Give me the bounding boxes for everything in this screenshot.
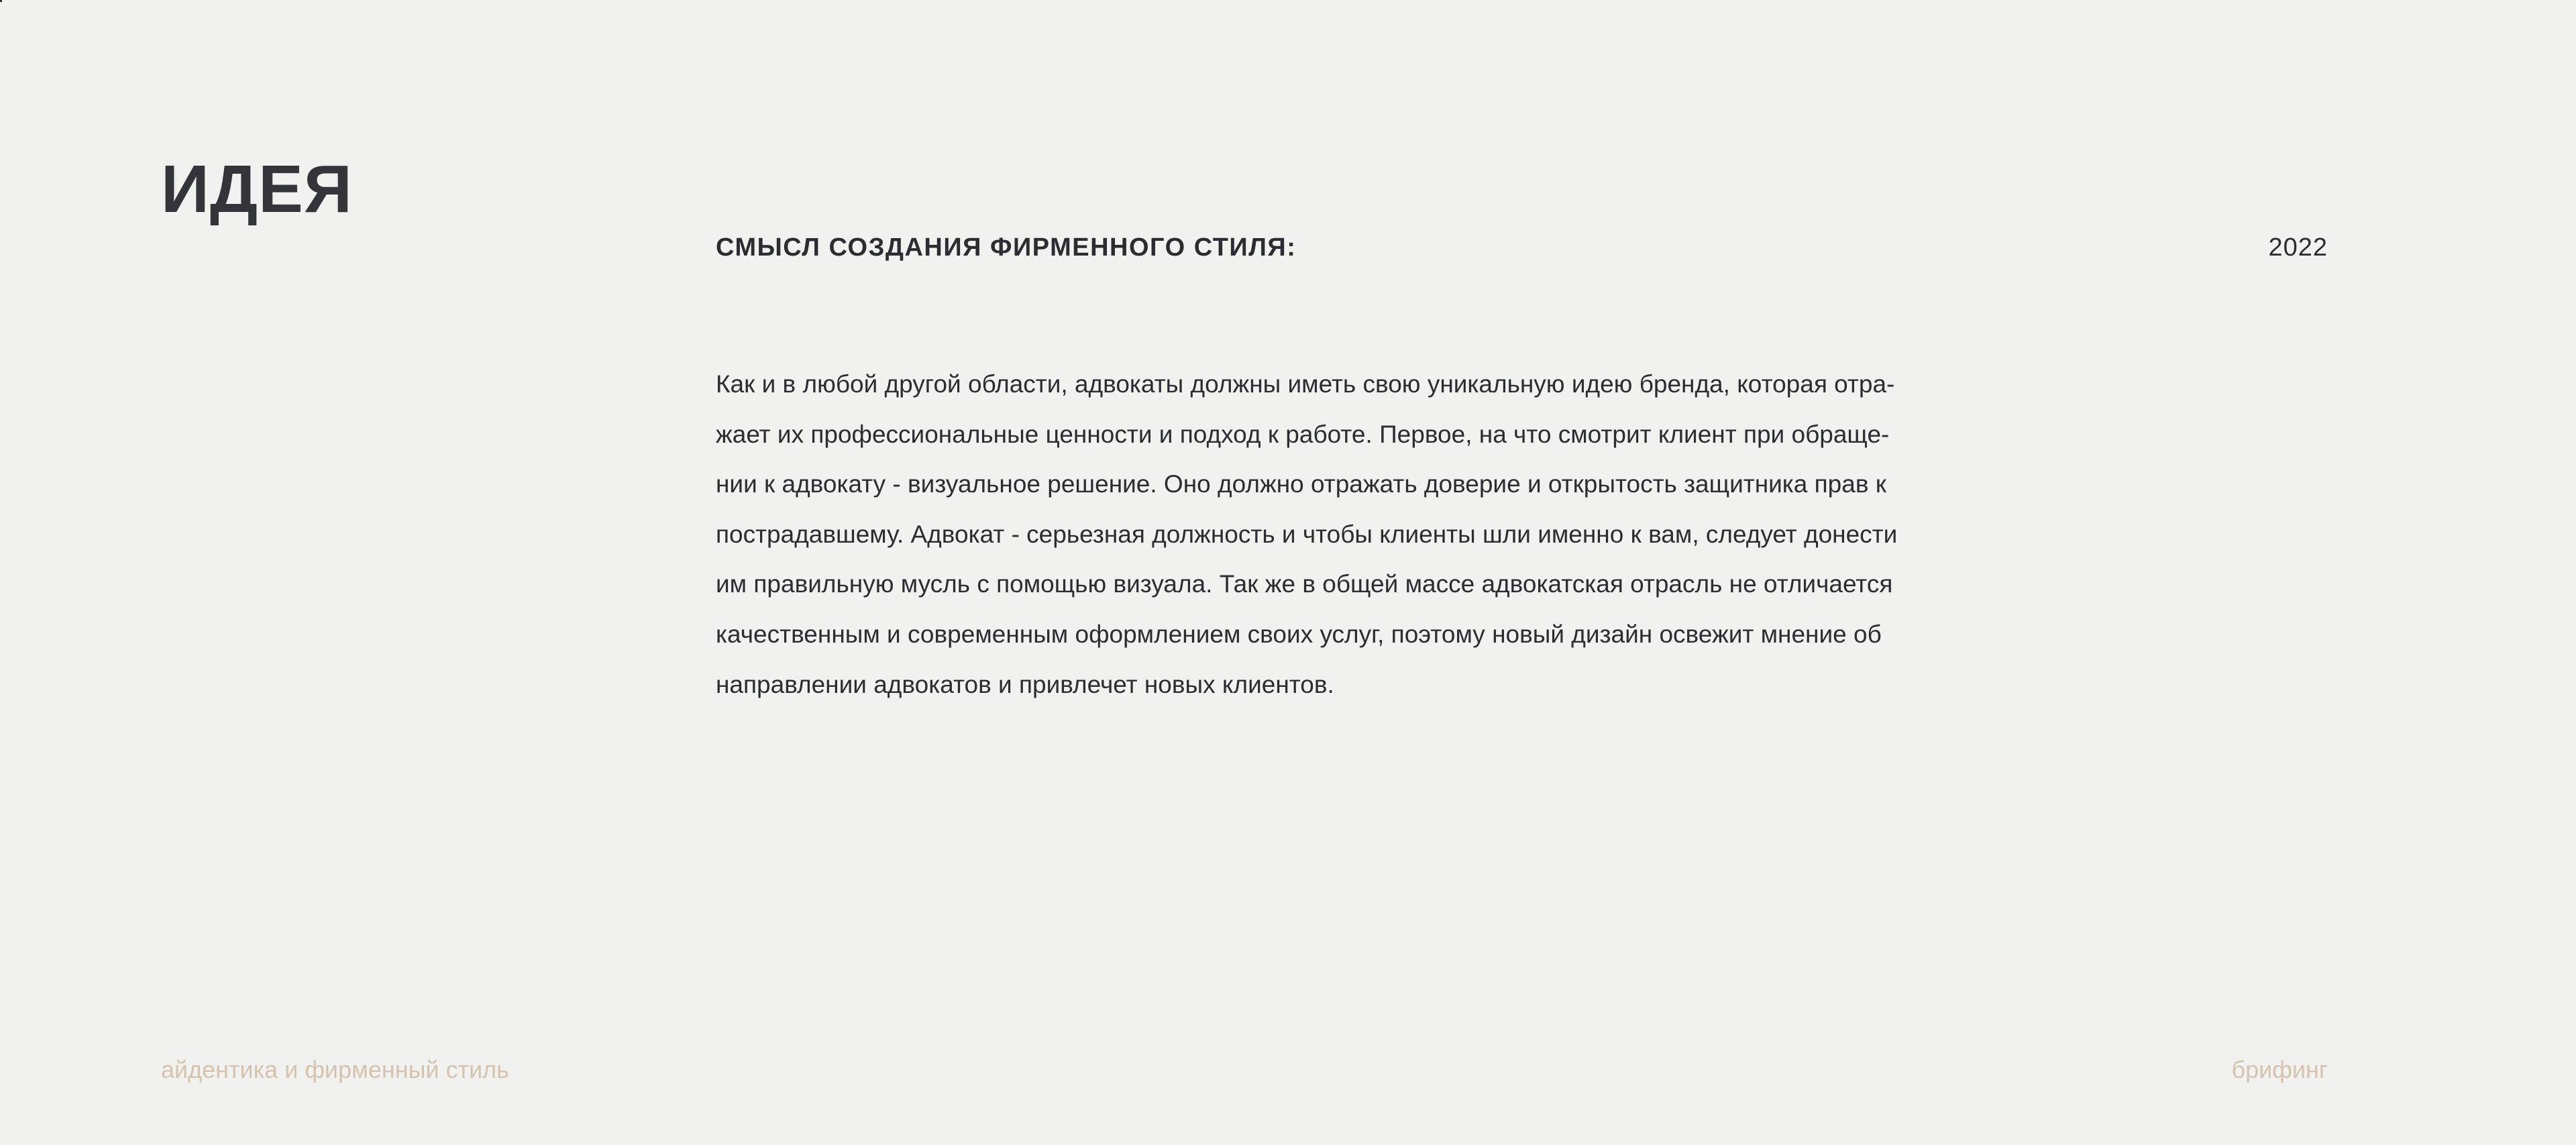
- section-heading: СМЫСЛ СОЗДАНИЯ ФИРМЕННОГО СТИЛЯ:: [716, 233, 1297, 262]
- body-line: Как и в любой другой области, адвокаты должны иметь свою уникальную идею бренда, которая отра-: [716, 370, 1895, 398]
- year-label: 2022: [2268, 233, 2328, 262]
- body-line: нии к адвокату - визуальное решение. Оно должно отражать доверие и открытость защитника прав к: [716, 470, 1886, 498]
- page-title: ИДЕЯ: [161, 152, 353, 227]
- body-line: им правильную мусль с помощью визуала. Так же в общей массе адвокатская отрасль не отличается: [716, 570, 1893, 598]
- footer-section-label: айдентика и фирменный стиль: [161, 1056, 509, 1083]
- body-paragraph: [716, 360, 2098, 710]
- body-line: пострадавшему. Адвокат - серьезная должность и чтобы клиенты шли именно к вам, следует донести: [716, 520, 1898, 548]
- corner-mark: [0, 0, 2, 2]
- body-line: качественным и современным оформлением своих услуг, поэтому новый дизайн освежит мнение об: [716, 620, 1882, 648]
- body-line: жает их профессиональные ценности и подход к работе. Первое, на что смотрит клиент при обраще-: [716, 420, 1890, 448]
- body-line: направлении адвокатов и привлечет новых клиентов.: [716, 670, 1334, 698]
- footer-chapter-label: брифинг: [2231, 1056, 2328, 1083]
